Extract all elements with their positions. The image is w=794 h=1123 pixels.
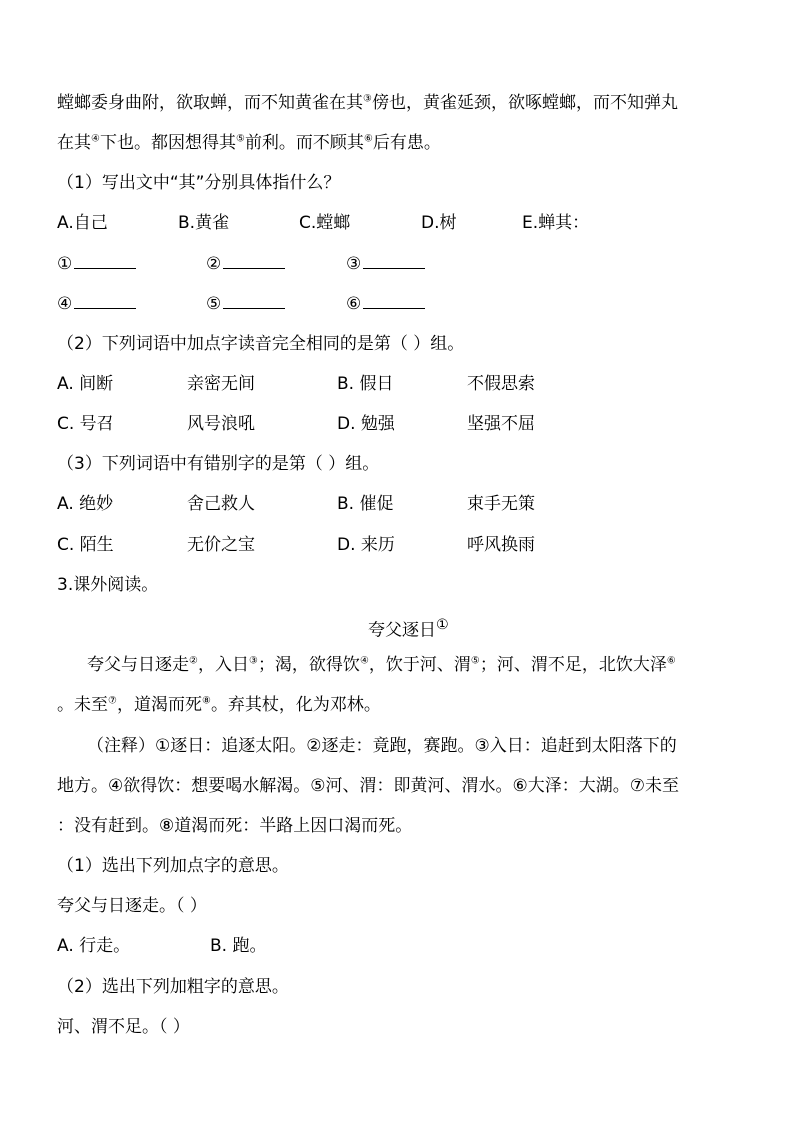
q3-row1-col2: 舍己救人 [187, 494, 255, 514]
footnote-mark: ① [436, 617, 449, 633]
footnote-mark: ⑦ [108, 695, 117, 707]
q3-row1-col3: B. 催促 [337, 494, 394, 514]
footnote-mark: ⑧ [201, 695, 211, 707]
q2-row2-col4: 坚强不屈 [467, 414, 535, 434]
question-2-prompt: （2）下列词语中加点字读音完全相同的是第（ ）组。 [57, 334, 465, 354]
footnote-mark: ⑥ [363, 133, 373, 145]
reading-q1-option-a: A. 行走。 [57, 936, 131, 956]
blank-line [223, 253, 285, 269]
reading-q1-sentence: 夸父与日逐走。（ ） [57, 896, 207, 916]
reading-q2-prompt: （2）选出下列加粗字的意思。 [57, 977, 289, 997]
q1-option-a: A.自己 [57, 213, 108, 233]
question-3-prompt: （3）下列词语中有错别字的是第（ ）组。 [57, 454, 380, 474]
footnote-mark: ② [189, 655, 198, 667]
q2-row2-col3: D. 勉强 [337, 414, 395, 434]
q3-row2-col2: 无价之宝 [187, 535, 255, 555]
q2-row1-col1: A. 间断 [57, 374, 114, 394]
answer-blank-3[interactable]: ③ [346, 253, 425, 275]
reading-q1-option-b: B. 跑。 [210, 936, 267, 956]
reading-q1-prompt: （1）选出下列加点字的意思。 [57, 856, 289, 876]
answer-blank-1[interactable]: ① [57, 253, 136, 275]
reading-q2-sentence: 河、渭不足。（ ） [57, 1017, 190, 1037]
notes-line-2: 地方。④欲得饮：想要喝水解渴。⑤河、渭：即黄河、渭水。⑥大泽：大湖。⑦未至 [57, 776, 679, 796]
blank-line [363, 293, 425, 309]
reading-title: 夸父逐日① [368, 617, 449, 641]
q3-row1-col1: A. 绝妙 [57, 494, 114, 514]
q3-row2-col3: D. 来历 [337, 535, 395, 555]
reading-text-line-1: 夸父与日逐走②，入日③；渴，欲得饮④，饮于河、渭⑤；河、渭不足，北饮大泽⑥ [87, 655, 676, 675]
passage-line-2: 在其④下也。都因想得其⑤前利。而不顾其⑥后有患。 [57, 133, 441, 153]
footnote-mark: ⑥ [666, 655, 676, 667]
q2-row1-col4: 不假思索 [467, 374, 535, 394]
section-3-heading: 3.课外阅读。 [57, 575, 159, 595]
answer-blank-5[interactable]: ⑤ [206, 293, 285, 315]
q3-row2-col1: C. 陌生 [57, 535, 114, 555]
question-1-prompt: （1）写出文中“其”分别具体指什么？ [57, 173, 341, 193]
q3-row1-col4: 束手无策 [467, 494, 535, 514]
footnote-mark: ④ [91, 133, 100, 145]
q2-row1-col3: B. 假日 [337, 374, 394, 394]
answer-blank-6[interactable]: ⑥ [346, 293, 425, 315]
q2-row2-col1: C. 号召 [57, 414, 114, 434]
answer-blank-2[interactable]: ② [206, 253, 285, 275]
blank-line [74, 293, 136, 309]
notes-line-3: ：没有赶到。⑧道渴而死：半路上因口渴而死。 [57, 816, 413, 836]
q3-row2-col4: 呼风换雨 [467, 535, 535, 555]
q1-option-e: E.蝉其： [522, 213, 590, 233]
footnote-mark: ④ [359, 655, 369, 667]
footnote-mark: ③ [363, 93, 372, 105]
q2-row1-col2: 亲密无间 [187, 374, 255, 394]
notes-line-1: （注释）①逐日：追逐太阳。②逐走：竟跑，赛跑。③入日：追赶到太阳落下的 [87, 736, 677, 756]
blank-line [74, 253, 136, 269]
q1-option-d: D.树 [421, 213, 457, 233]
reading-text-line-2: 。未至⑦，道渴而死⑧。弃其杖，化为邓林。 [57, 695, 381, 715]
q2-row2-col2: 风号浪吼 [187, 414, 255, 434]
blank-line [223, 293, 285, 309]
q1-option-c: C.螳螂 [299, 213, 351, 233]
answer-blank-4[interactable]: ④ [57, 293, 136, 315]
footnote-mark: ③ [248, 655, 258, 667]
q1-option-b: B.黄雀 [178, 213, 230, 233]
passage-line-1: 螳螂委身曲附，欲取蝉，而不知黄雀在其③傍也，黄雀延颈，欲啄螳螂，而不知弹丸 [57, 93, 678, 113]
footnote-mark: ⑤ [470, 655, 480, 667]
blank-line [363, 253, 425, 269]
footnote-mark: ⑤ [235, 133, 245, 145]
